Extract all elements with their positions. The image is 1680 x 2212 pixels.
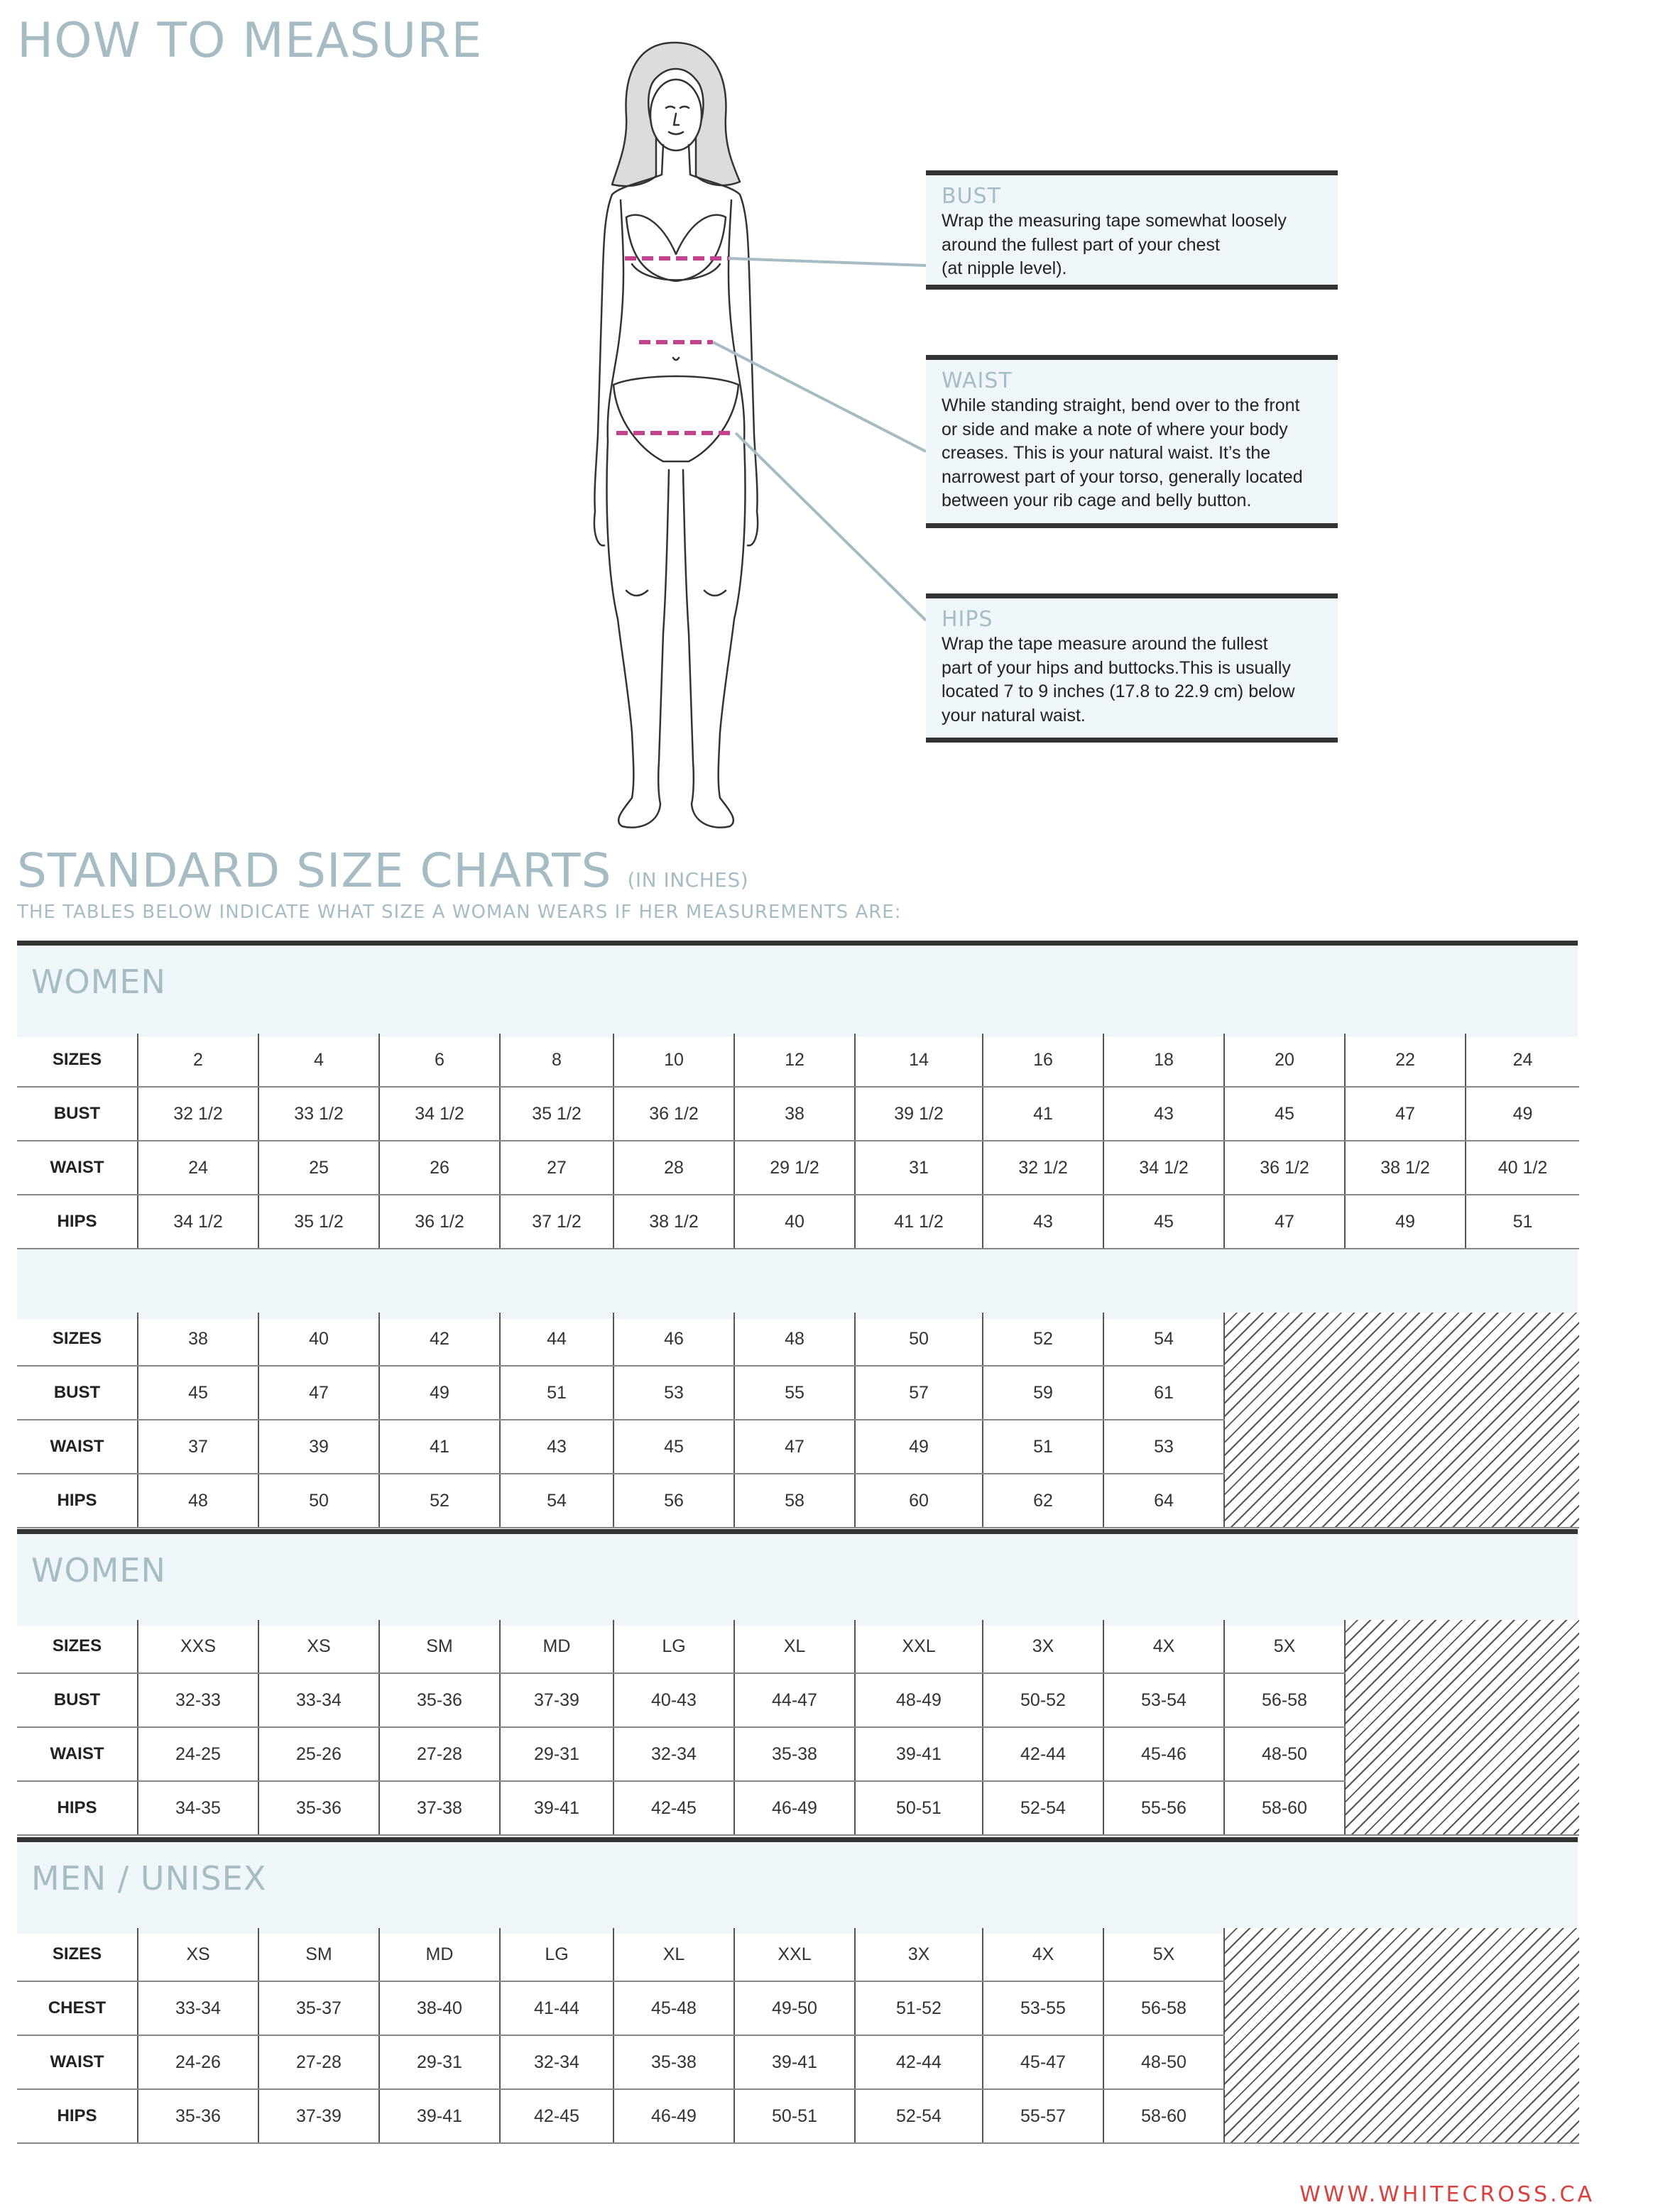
table-cell: XL [734,1620,855,1673]
table-row [17,1928,1579,1981]
table-cell: 60 [855,1474,983,1528]
table-row [17,1034,1579,1087]
table-cell: 38 1/2 [613,1195,734,1249]
table-cell: 42-45 [500,2089,613,2143]
waist-callout-text: While standing straight, bend over to the front or side and make a note of where your body creases. This is your natural waist. It’s the narrowest part of your torso, generally located between your rib cage and belly button. [942,395,1303,510]
table-cell: XXL [855,1620,983,1673]
table-cell: 56 [613,1474,734,1528]
table-cell: 39 1/2 [855,1087,983,1141]
table-cell: 32 1/2 [138,1087,258,1141]
table-cell: SM [258,1928,379,1981]
table-cell: 3X [855,1928,983,1981]
table-cell: XS [258,1620,379,1673]
table-cell: 45-46 [1103,1727,1224,1781]
table-cell: 27-28 [258,2035,379,2089]
table-cell: 35 1/2 [258,1195,379,1249]
table-cell: 34 1/2 [1103,1141,1224,1195]
table-cell: 45 [1103,1195,1224,1249]
table-cell: 41-44 [500,1981,613,2035]
table-cell: 52-54 [983,1781,1103,1835]
table-cell: LG [500,1928,613,1981]
table-cell: 34-35 [138,1781,258,1835]
table-cell: 56-58 [1103,1981,1224,2035]
callout-leader-lines [0,0,1680,852]
table-cell: 55-56 [1103,1781,1224,1835]
hips-callout-text: Wrap the tape measure around the fullest part of your hips and buttocks.This is usually located 7 to 9 inches (17.8 to 22.9 cm) below your natural waist. [942,634,1295,726]
table-cell: 33 1/2 [258,1087,379,1141]
page-title: HOW TO MEASURE [17,13,483,69]
table-cell: 35 1/2 [500,1087,613,1141]
table-cell: MD [379,1928,500,1981]
table-cell: 55-57 [983,2089,1103,2143]
table-cell: 50 [258,1474,379,1528]
hatched-empty-area [1224,1928,1579,2143]
table-cell: 48-49 [855,1673,983,1727]
row-label: SIZES [17,1313,138,1366]
table-cell: 25-26 [258,1727,379,1781]
table-cell: 52 [379,1474,500,1528]
table-cell: 47 [258,1366,379,1420]
table-cell: 43 [983,1195,1103,1249]
table-cell: 40 [734,1195,855,1249]
table-cell: 57 [855,1366,983,1420]
table-cell: 47 [1224,1195,1345,1249]
table-cell: 16 [983,1034,1103,1087]
row-label: SIZES [17,1620,138,1673]
table-cell: 40-43 [613,1673,734,1727]
size-table-women-letter [17,1620,1579,1836]
table-cell: 3X [983,1620,1103,1673]
table-cell: XXS [138,1620,258,1673]
table-cell: 39-41 [500,1781,613,1835]
row-label: HIPS [17,1781,138,1835]
table-cell: 58-60 [1224,1781,1345,1835]
table-cell: SM [379,1620,500,1673]
table-cell: 27-28 [379,1727,500,1781]
table-cell: 45 [138,1366,258,1420]
section-band-women-letter [17,1529,1578,1626]
table-cell: 35-36 [258,1781,379,1835]
table-cell: 35-38 [734,1727,855,1781]
hips-callout-title: HIPS [942,607,993,632]
body-figure-illustration [561,37,788,839]
table-cell: 44-47 [734,1673,855,1727]
table-cell: XL [613,1928,734,1981]
table-cell: 58 [734,1474,855,1528]
table-cell: 49 [1466,1087,1579,1141]
size-table-women-plus [17,1313,1579,1528]
table-cell: 47 [734,1420,855,1474]
table-cell: 58-60 [1103,2089,1224,2143]
table-cell: 41 1/2 [855,1195,983,1249]
row-label: HIPS [17,1195,138,1249]
section-title-women-letter: WOMEN [31,1551,166,1589]
size-table-women-numeric [17,1034,1579,1249]
table-cell: MD [500,1620,613,1673]
row-label: CHEST [17,1981,138,2035]
table-cell: 52 [983,1313,1103,1366]
table-cell: 22 [1345,1034,1466,1087]
size-charts-title [17,843,748,898]
waist-callout-title: WAIST [942,368,1013,393]
table-cell: 59 [983,1366,1103,1420]
table-cell: 62 [983,1474,1103,1528]
table-cell: 24 [138,1141,258,1195]
table-cell: 53 [1103,1420,1224,1474]
table-cell: 37-39 [500,1673,613,1727]
table-cell: 6 [379,1034,500,1087]
table-cell: 24-25 [138,1727,258,1781]
table-cell: 50 [855,1313,983,1366]
table-cell: 38 [138,1313,258,1366]
table-cell: 48 [734,1313,855,1366]
row-label: HIPS [17,1474,138,1528]
table-cell: 14 [855,1034,983,1087]
size-charts-intro: THE TABLES BELOW INDICATE WHAT SIZE A WOMAN WEARS IF HER MEASUREMENTS ARE: [17,902,902,923]
table-cell: 4 [258,1034,379,1087]
table-row [17,1313,1579,1366]
table-cell: 49-50 [734,1981,855,2035]
table-cell: 47 [1345,1087,1466,1141]
table-cell: 49 [855,1420,983,1474]
table-cell: 39 [258,1420,379,1474]
section-band-women-numeric [17,941,1578,1037]
row-label: WAIST [17,1420,138,1474]
table-cell: 18 [1103,1034,1224,1087]
row-label: WAIST [17,1727,138,1781]
table-cell: 39-41 [379,2089,500,2143]
table-cell: 54 [1103,1313,1224,1366]
table-cell: 52-54 [855,2089,983,2143]
website-link[interactable]: WWW.WHITECROSS.CA [1299,2182,1595,2207]
table-cell: 34 1/2 [138,1195,258,1249]
table-cell: 48-50 [1224,1727,1345,1781]
table-cell: 45-47 [983,2035,1103,2089]
row-label: BUST [17,1366,138,1420]
table-cell: XXL [734,1928,855,1981]
table-cell: 51 [983,1420,1103,1474]
table-cell: 8 [500,1034,613,1087]
table-row [17,1620,1579,1673]
table-cell: 36 1/2 [1224,1141,1345,1195]
table-cell: 32-34 [613,1727,734,1781]
size-charts-title-text: STANDARD SIZE CHARTS [17,843,612,898]
section-band-women-plus [17,1248,1578,1319]
row-label: BUST [17,1673,138,1727]
hips-callout [926,593,1338,743]
row-label: HIPS [17,2089,138,2143]
table-cell: 29-31 [500,1727,613,1781]
row-label: SIZES [17,1928,138,1981]
table-cell: 40 1/2 [1466,1141,1579,1195]
table-row [17,1195,1579,1249]
section-title-men-unisex: MEN / UNISEX [31,1859,267,1898]
table-cell: 35-36 [379,1673,500,1727]
table-cell: 27 [500,1141,613,1195]
table-cell: 5X [1224,1620,1345,1673]
table-cell: 24 [1466,1034,1579,1087]
table-cell: 34 1/2 [379,1087,500,1141]
table-cell: 51 [1466,1195,1579,1249]
table-cell: 12 [734,1034,855,1087]
table-cell: 28 [613,1141,734,1195]
table-cell: 38-40 [379,1981,500,2035]
table-cell: 35-38 [613,2035,734,2089]
bust-callout-text: Wrap the measuring tape somewhat loosely around the fullest part of your chest (at nipple level). [942,211,1287,278]
table-cell: 33-34 [138,1981,258,2035]
table-cell: 4X [1103,1620,1224,1673]
table-cell: 45-48 [613,1981,734,2035]
table-cell: 54 [500,1474,613,1528]
table-cell: 37 1/2 [500,1195,613,1249]
table-cell: 49 [1345,1195,1466,1249]
bust-callout [926,170,1338,290]
table-cell: 10 [613,1034,734,1087]
row-label: WAIST [17,2035,138,2089]
table-cell: 32-33 [138,1673,258,1727]
table-cell: 46 [613,1313,734,1366]
table-cell: 64 [1103,1474,1224,1528]
table-cell: 36 1/2 [379,1195,500,1249]
table-cell: 46-49 [613,2089,734,2143]
table-cell: 45 [1224,1087,1345,1141]
table-cell: 33-34 [258,1673,379,1727]
table-cell: 43 [500,1420,613,1474]
table-cell: 5X [1103,1928,1224,1981]
table-cell: 39-41 [855,1727,983,1781]
table-cell: 53 [613,1366,734,1420]
table-cell: 55 [734,1366,855,1420]
table-cell: 32 1/2 [983,1141,1103,1195]
table-cell: 45 [613,1420,734,1474]
table-cell: 37 [138,1420,258,1474]
table-cell: 4X [983,1928,1103,1981]
table-cell: 32-34 [500,2035,613,2089]
table-cell: 51 [500,1366,613,1420]
table-cell: 37-38 [379,1781,500,1835]
table-cell: 39-41 [734,2035,855,2089]
table-cell: 38 [734,1087,855,1141]
table-cell: 42-45 [613,1781,734,1835]
table-cell: 41 [983,1087,1103,1141]
table-cell: 56-58 [1224,1673,1345,1727]
table-cell: 50-51 [855,1781,983,1835]
table-cell: 42-44 [983,1727,1103,1781]
table-cell: 24-26 [138,2035,258,2089]
table-cell: 20 [1224,1034,1345,1087]
table-cell: 38 1/2 [1345,1141,1466,1195]
table-cell: XS [138,1928,258,1981]
table-cell: 61 [1103,1366,1224,1420]
table-cell: 53-55 [983,1981,1103,2035]
table-cell: 48-50 [1103,2035,1224,2089]
table-cell: LG [613,1620,734,1673]
table-cell: 42 [379,1313,500,1366]
size-charts-unit: (IN INCHES) [627,868,749,892]
section-band-men-unisex [17,1837,1578,1934]
table-cell: 43 [1103,1087,1224,1141]
row-label: BUST [17,1087,138,1141]
table-cell: 42-44 [855,2035,983,2089]
table-cell: 50-52 [983,1673,1103,1727]
table-cell: 53-54 [1103,1673,1224,1727]
table-cell: 37-39 [258,2089,379,2143]
table-cell: 48 [138,1474,258,1528]
table-cell: 29 1/2 [734,1141,855,1195]
size-table-men-unisex [17,1928,1579,2144]
section-title-women-numeric: WOMEN [31,963,166,1001]
table-cell: 26 [379,1141,500,1195]
table-row [17,1087,1579,1141]
table-cell: 50-51 [734,2089,855,2143]
table-cell: 36 1/2 [613,1087,734,1141]
row-label: WAIST [17,1141,138,1195]
row-label: SIZES [17,1034,138,1087]
table-cell: 31 [855,1141,983,1195]
table-cell: 29-31 [379,2035,500,2089]
bust-callout-title: BUST [942,184,1001,209]
table-cell: 49 [379,1366,500,1420]
table-cell: 41 [379,1420,500,1474]
table-cell: 2 [138,1034,258,1087]
table-cell: 51-52 [855,1981,983,2035]
hatched-empty-area [1345,1620,1579,1835]
waist-callout [926,355,1338,528]
table-cell: 35-36 [138,2089,258,2143]
table-cell: 46-49 [734,1781,855,1835]
table-cell: 44 [500,1313,613,1366]
table-row [17,1141,1579,1195]
table-cell: 35-37 [258,1981,379,2035]
table-cell: 40 [258,1313,379,1366]
hatched-empty-area [1224,1313,1579,1528]
table-cell: 25 [258,1141,379,1195]
